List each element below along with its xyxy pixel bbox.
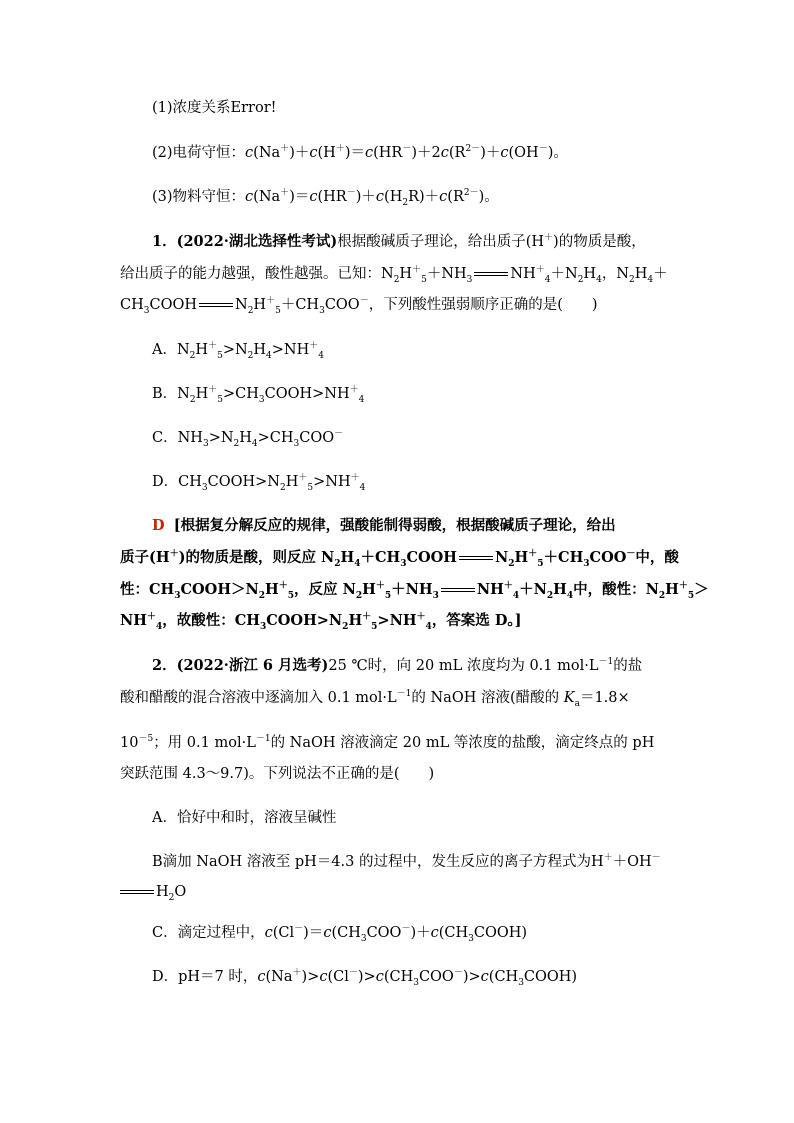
q2-option-b-line-1: B滴加 NaOH 溶液至 pH＝4.3 的过程中，发生反应的离子方程式为H＋＋OH－ <box>152 853 661 870</box>
q2-option-c: C．滴定过程中，$c(Cl^-)=c(CH_3COO^-)+c(CH_3COOH)$ <box>152 924 528 944</box>
item-1-text: (1)浓度关系Error! <box>152 100 277 116</box>
q1-explanation-line-1: D [根据复分解反应的规律，强酸能制得弱酸，根据酸碱质子理论，给出 <box>152 517 616 534</box>
item-1 <box>152 98 276 118</box>
item-3-material-conservation: (3)物料守恒：$c(Na^+)=c(HR^-)+c(H_2R)+c(R^{2-})$。 <box>152 188 499 208</box>
q2-option-b-line-2: $H_2O$ <box>120 882 186 902</box>
q1-explanation-line-3: 性：$CH_3COOH>N_2H^+_5$，反应 $N_2H^+_5+NH_3$ $NH^+_4+N_2H_4$中，酸性：$N_2H^+_5>$ <box>120 581 709 601</box>
q1-explanation-line-4: $NH^+_4$，故酸性：$CH_3COOH>N_2H^+_5>NH^+_4$，答案选 D。] <box>120 612 522 632</box>
item-2-charge-conservation: (2)电荷守恒：$c(Na^+)+c(H^+)=c(HR^-)+2c(R^{2-})+c(OH^-)$。 <box>152 144 568 161</box>
q1-option-c: C．$NH_3>N_2H_4>CH_3COO^-$ <box>152 429 344 449</box>
q1-explanation-line-2: 质子(H＋)的物质是酸，则反应 $N_2H_4+CH_3COOH$ $N_2H^+_5+CH_3COO^-$中，酸 <box>120 549 679 569</box>
q1-line-1: 1．(2022·湖北选择性考试)根据酸碱质子理论，给出质子(H＋)的物质是酸， <box>152 233 646 250</box>
q2-line-1: 2．(2022·浙江 6 月选考)25 ℃时，向 20 mL 浓度均为 0.1 $mol\cdot L^{-1}$的盐 <box>152 657 643 674</box>
q1-option-b: B．$N_2H^+_5>CH_3COOH>NH^+_4$ <box>152 385 365 405</box>
q1-line-2: 给出质子的能力越强，酸性越强。已知：$N_2H^+_5+NH_3$ $NH^+_4+N_2H_4$，$N_2H_4+$ <box>120 265 668 285</box>
q2-source: 2．(2022·浙江 6 月选考) <box>152 657 329 674</box>
q1-option-a: A．$N_2H^+_5>N_2H_4>NH^+_4$ <box>152 341 325 361</box>
q2-option-a: A．恰好中和时，溶液呈碱性 <box>152 810 337 826</box>
q2-line-3: $10^{-5}$；用 0.1 $mol\cdot L^{-1}$的 NaOH 溶液滴定 20 mL 等浓度的盐酸，滴定终点的 pH <box>120 734 655 751</box>
q2-line-2: 酸和醋酸的混合溶液中逐滴加入 0.1 $mol\cdot L^{-1}$的 NaOH 溶液(醋酸的 $K_a=1.8\times$ <box>120 689 630 709</box>
q1-source: 1．(2022·湖北选择性考试) <box>152 233 338 250</box>
q1-line-3: $CH_3COOH$ $N_2H^+_5+CH_3COO^-$，下列酸性强弱顺序正确的是( ) <box>120 296 598 316</box>
q2-option-d: D．pH＝7 时，$c(Na^+)>c(Cl^-)>c(CH_3COO^-)>c(CH_3COOH)$ <box>152 968 578 988</box>
q2-line-4: 突跃范围 4.3～9.7)。下列说法不正确的是( ) <box>120 766 435 782</box>
q1-answer: D <box>152 517 165 534</box>
q1-option-d: D．$CH_3COOH>N_2H^+_5>NH^+_4$ <box>152 473 366 493</box>
